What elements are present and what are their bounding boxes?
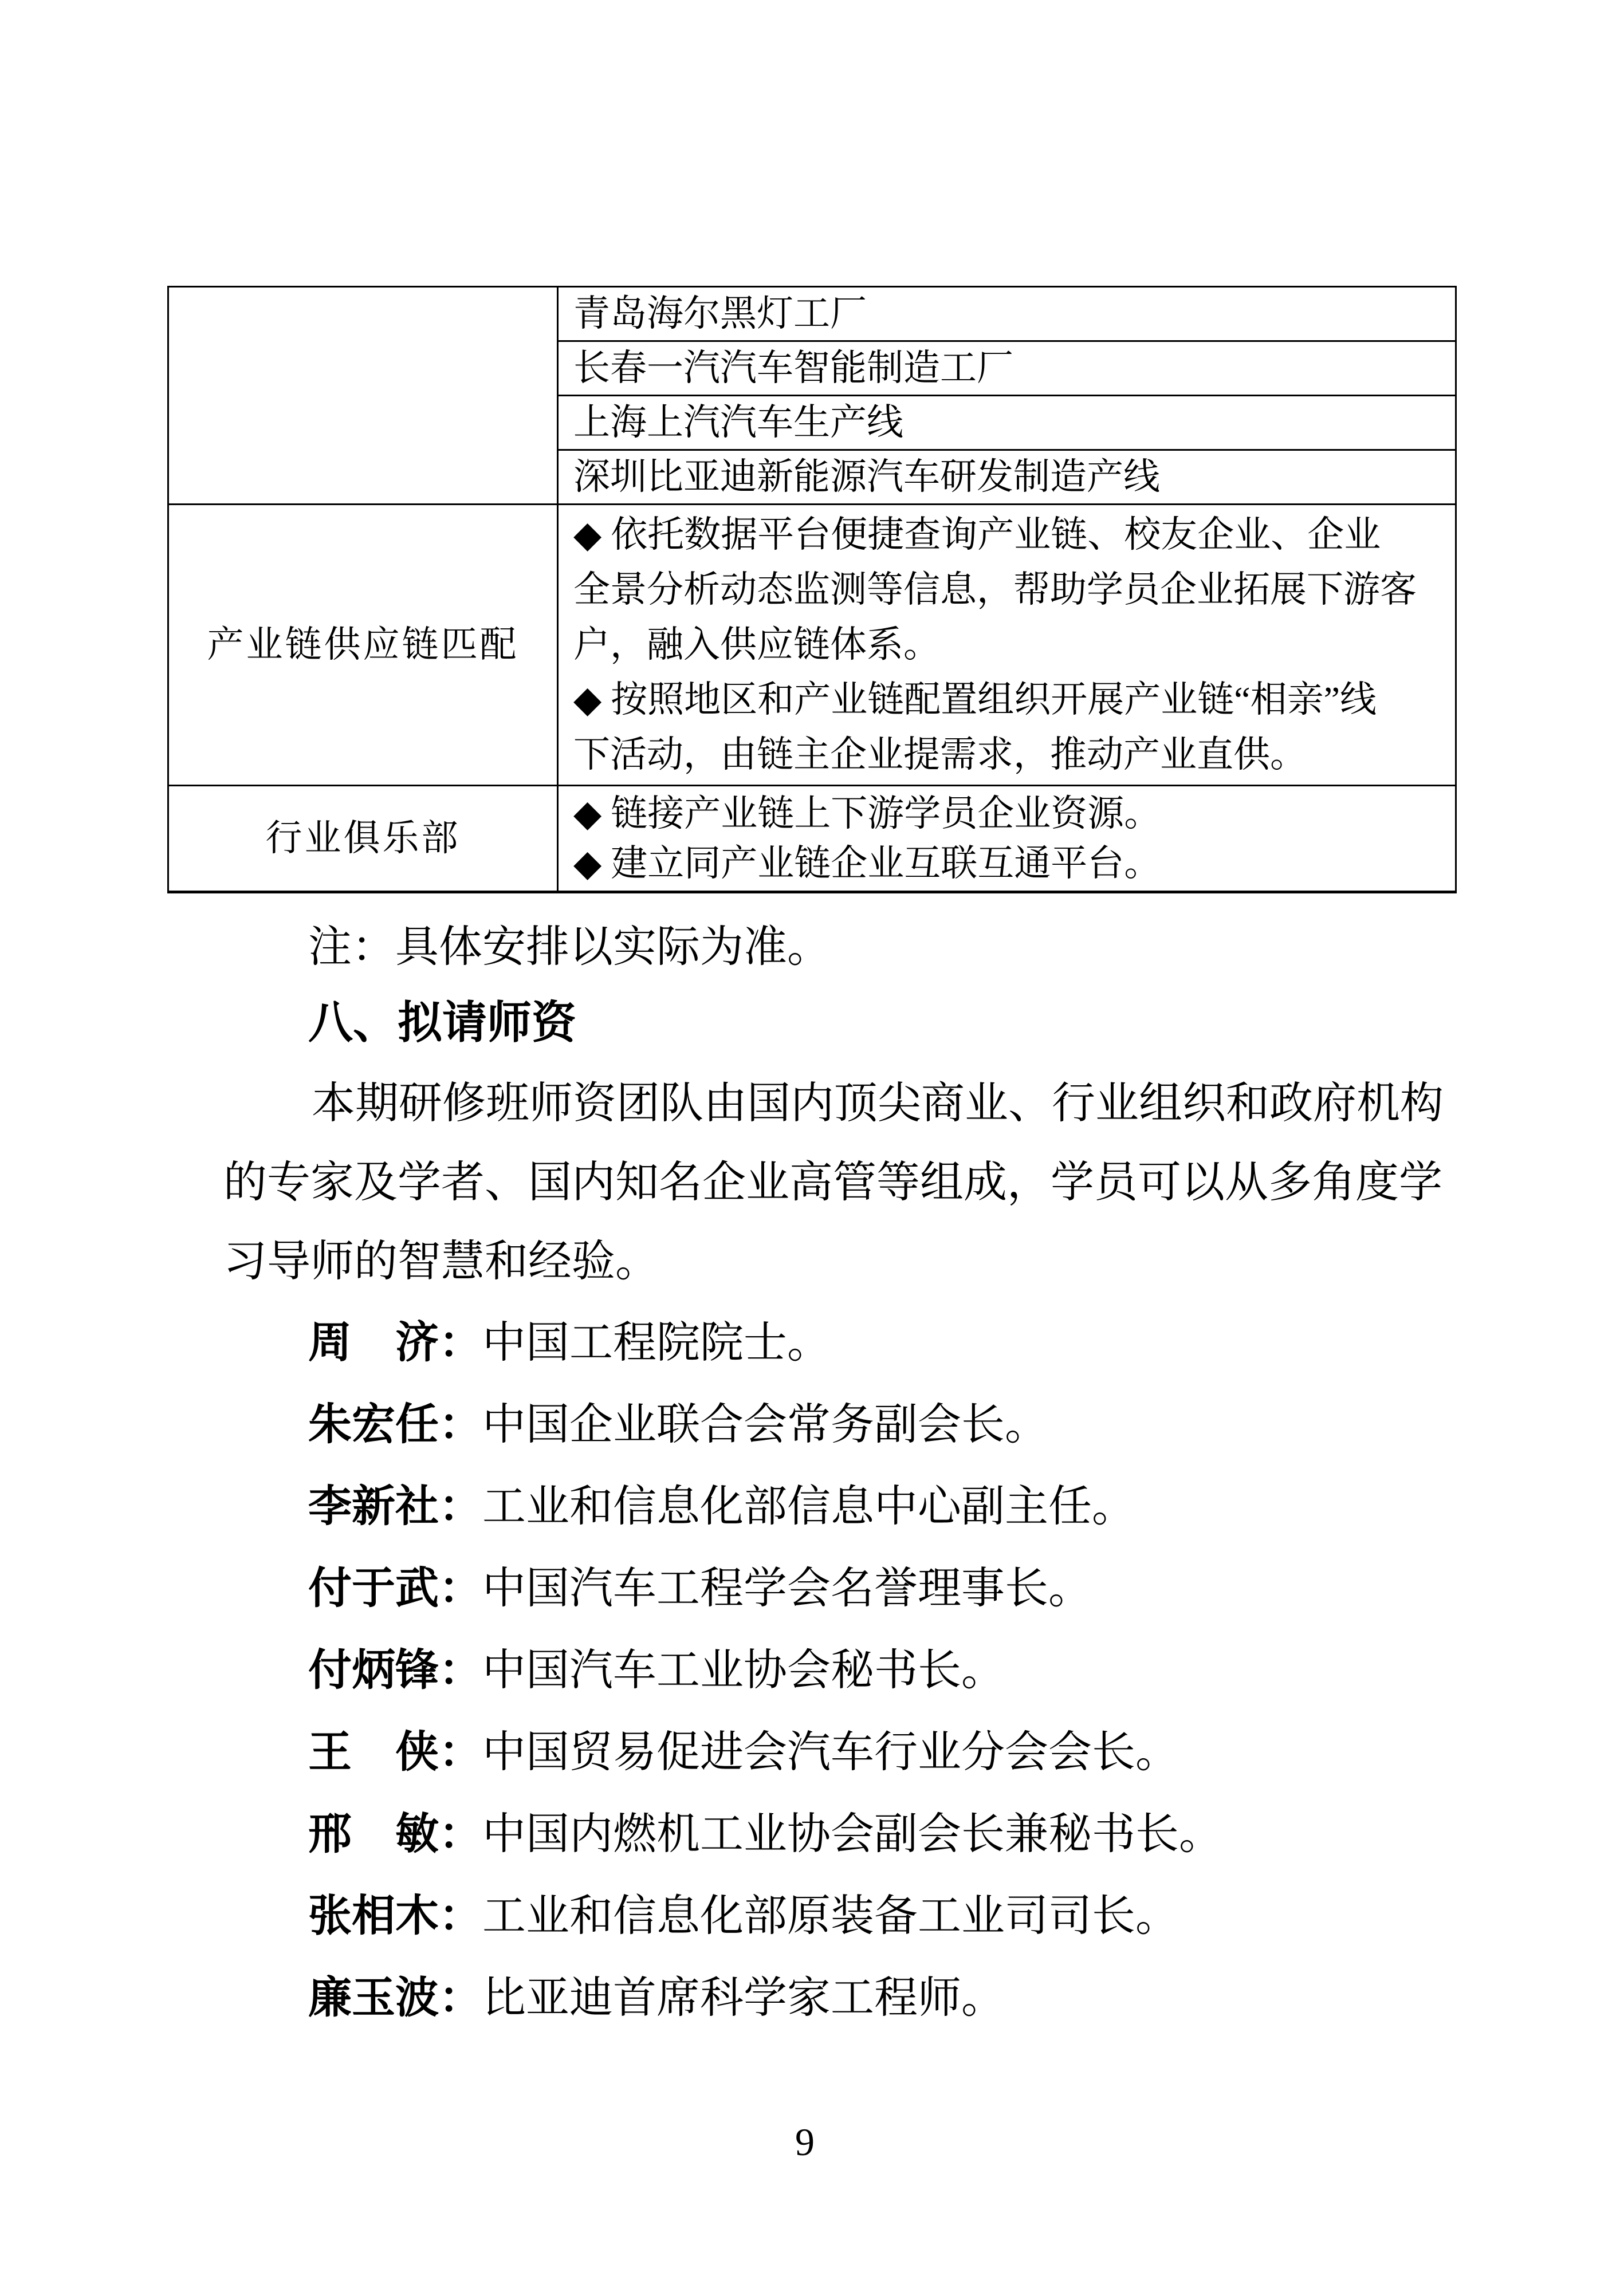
teacher-title: 中国贸易促进会汽车行业分会会长。	[482, 1728, 1179, 1777]
intro-paragraph	[223, 1064, 1464, 1301]
paragraph-line: 的专家及学者、国内知名企业高管等组成，学员可以从多角度学	[223, 1159, 1442, 1207]
teacher-name: 张相木：	[308, 1892, 482, 1940]
bullet-line: ◆ 按照地区和产业链配置组织开展产业链“相亲”线	[573, 679, 1377, 720]
table-cell	[558, 505, 1456, 786]
teacher-title: 中国汽车工程学会名誉理事长。	[482, 1565, 1092, 1613]
teacher-title: 工业和信息化部原装备工业司司长。	[482, 1892, 1179, 1940]
teacher-title: 中国企业联合会常务副会长。	[482, 1401, 1048, 1449]
merged-empty-cell	[168, 287, 558, 505]
paragraph-line: 本期研修班师资团队由国内顶尖商业、行业组织和政府机构	[312, 1080, 1444, 1128]
table-cell	[558, 786, 1456, 892]
teacher-row	[308, 1875, 1222, 1957]
bullet-line: 户，融入供应链体系。	[573, 624, 940, 665]
table-cell: 青岛海尔黑灯工厂	[558, 287, 1456, 341]
bullet-line: 全景分析动态监测等信息，帮助学员企业拓展下游客	[573, 569, 1417, 610]
teacher-row	[308, 1384, 1222, 1466]
table-cell: 长春一汽汽车智能制造工厂	[558, 341, 1456, 396]
teacher-title: 中国内燃机工业协会副会长兼秘书长。	[482, 1810, 1222, 1858]
teacher-title: 中国汽车工业协会秘书长。	[482, 1647, 1005, 1695]
paragraph-line: 习导师的智慧和经验。	[223, 1238, 659, 1286]
note-text: 注：具体安排以实际为准。	[308, 923, 831, 971]
teacher-name: 周 济：	[308, 1318, 482, 1367]
bullet-line: ◆ 依托数据平台便捷查询产业链、校友企业、企业	[573, 514, 1381, 555]
teacher-row	[308, 1302, 1222, 1384]
teacher-list	[308, 1302, 1222, 2039]
table-cell: 深圳比亚迪新能源汽车研发制造产线	[558, 450, 1456, 505]
section-heading: 八、拟请师资	[308, 997, 577, 1047]
teacher-row	[308, 1629, 1222, 1711]
bullet-line: ◆ 建立同产业链企业互联互通平台。	[573, 843, 1161, 884]
teacher-row	[308, 1711, 1222, 1793]
teacher-row	[308, 1793, 1222, 1875]
teacher-title: 中国工程院院士。	[482, 1319, 831, 1367]
teacher-title: 工业和信息化部信息中心副主任。	[482, 1483, 1135, 1531]
course-schedule-table	[167, 286, 1457, 893]
bullet-line: 下活动，由链主企业提需求，推动产业直供。	[573, 734, 1307, 775]
teacher-name: 邢 敏：	[308, 1810, 482, 1858]
teacher-name: 李新社：	[308, 1482, 482, 1531]
teacher-name: 廉玉波：	[308, 1974, 482, 2022]
teacher-row	[308, 1547, 1222, 1629]
teacher-row	[308, 1466, 1222, 1547]
teacher-name: 付炳锋：	[308, 1646, 482, 1695]
row-label: 产业链供应链匹配	[168, 505, 558, 786]
teacher-row	[308, 1957, 1222, 2039]
bullet-line: ◆ 链接产业链上下游学员企业资源。	[573, 793, 1161, 834]
table-row	[168, 287, 1456, 341]
teacher-name: 朱宏任：	[308, 1400, 482, 1449]
table-row	[168, 786, 1456, 892]
page-number: 9	[795, 2120, 815, 2164]
table-row	[168, 505, 1456, 786]
teacher-name: 付于武：	[308, 1564, 482, 1613]
teacher-name: 王 侠：	[308, 1728, 482, 1777]
table-cell: 上海上汽汽车生产线	[558, 396, 1456, 450]
teacher-title: 比亚迪首席科学家工程师。	[482, 1974, 1005, 2022]
row-label: 行业俱乐部	[168, 786, 558, 892]
